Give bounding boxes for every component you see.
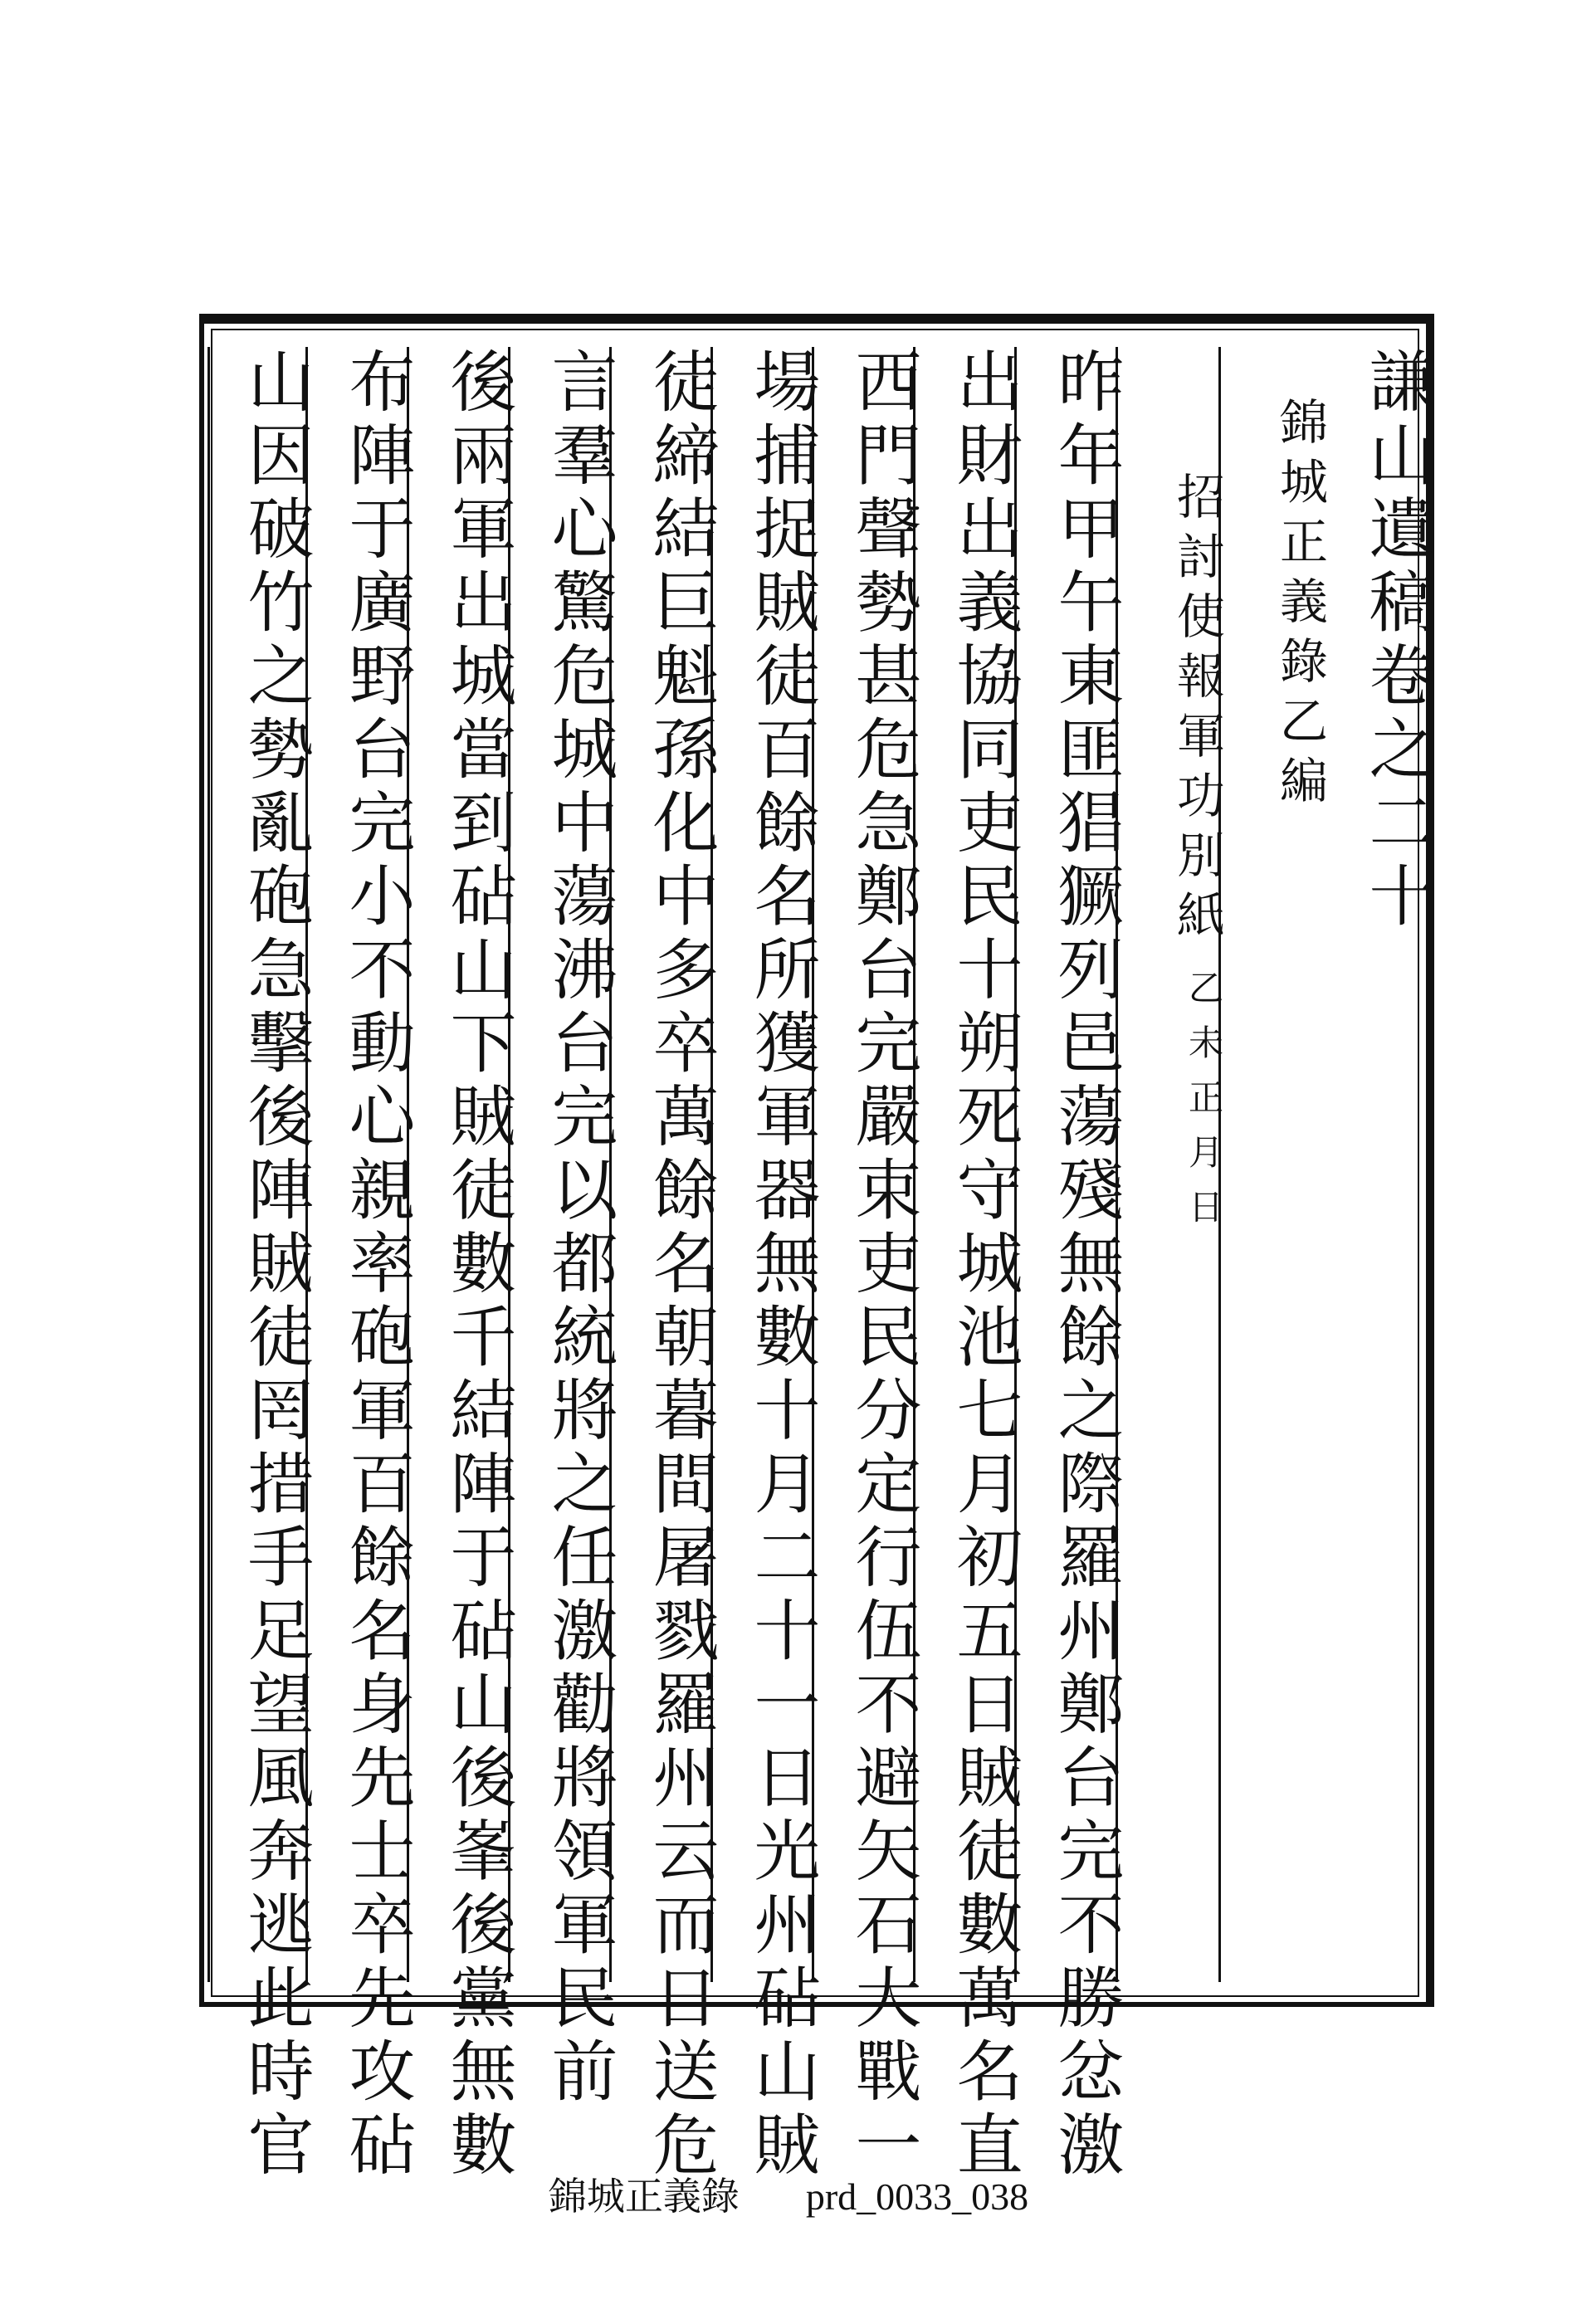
heading-text: 招討使報軍功別紙 (1169, 471, 1225, 950)
text-column-7 (710, 347, 820, 2184)
page-border-frame (199, 314, 1435, 2184)
text-column-1 (1321, 347, 1435, 1982)
page-footer (0, 2166, 1577, 2221)
text-column-8 (609, 347, 719, 2184)
text-column-10 (407, 347, 516, 2184)
footer-book-title: 錦城正義錄 (548, 2175, 740, 2218)
text-column-6 (812, 347, 921, 2184)
body-line-5: 徒締結巨魁孫化中多卒萬餘名朝暮間屠戮羅州云而日送危 (642, 347, 719, 2184)
text-column-9 (508, 347, 618, 2110)
body-line-4: 場捕捉賊徒百餘名所獲軍器無數十月二十一日光州砧山賊 (743, 347, 820, 2184)
section-title: 錦城正義錄乙編 (1272, 397, 1328, 815)
footer-page-id: prd_0033_038 (805, 2175, 1029, 2218)
text-column-11 (305, 347, 415, 2184)
body-line-6: 言羣心驚危城中蕩沸台完以都統將之任激勸將領軍民前 (540, 347, 618, 2110)
body-line-8: 布陣于廣野台完小不動心親率砲軍百餘名身先士卒先攻砧 (338, 347, 415, 2184)
date-note: 乙未正月日 (1184, 969, 1224, 1243)
body-line-9: 山因破竹之勢亂砲急擊後陣賊徒罔措手足望風奔逃此時官 (237, 347, 314, 2184)
text-column-4 (1014, 347, 1124, 2184)
text-column-5 (913, 347, 1023, 2184)
body-line-3: 西門聲勢甚危急鄭台完嚴束吏民分定行伍不避矢石大戰一 (844, 347, 921, 2184)
body-line-1: 昨年甲午東匪猖獗列邑蕩殘無餘之際羅州鄭台完不勝忿激 (1047, 347, 1124, 2184)
document-heading (1118, 471, 1225, 1243)
text-column-2 (1218, 347, 1328, 1982)
volume-title: 謙山遺稿卷之二十 (1358, 347, 1435, 935)
body-line-2: 出財出義協同吏民十朔死守城池七月初五日賊徒數萬名直 (945, 347, 1023, 2184)
body-line-7: 後兩軍出城當到砧山下賊徒數千結陣于砧山後峯後黨無數 (439, 347, 516, 2184)
inner-border (211, 329, 1435, 2184)
text-column-12 (208, 347, 314, 2184)
text-column-3 (1116, 347, 1225, 1982)
